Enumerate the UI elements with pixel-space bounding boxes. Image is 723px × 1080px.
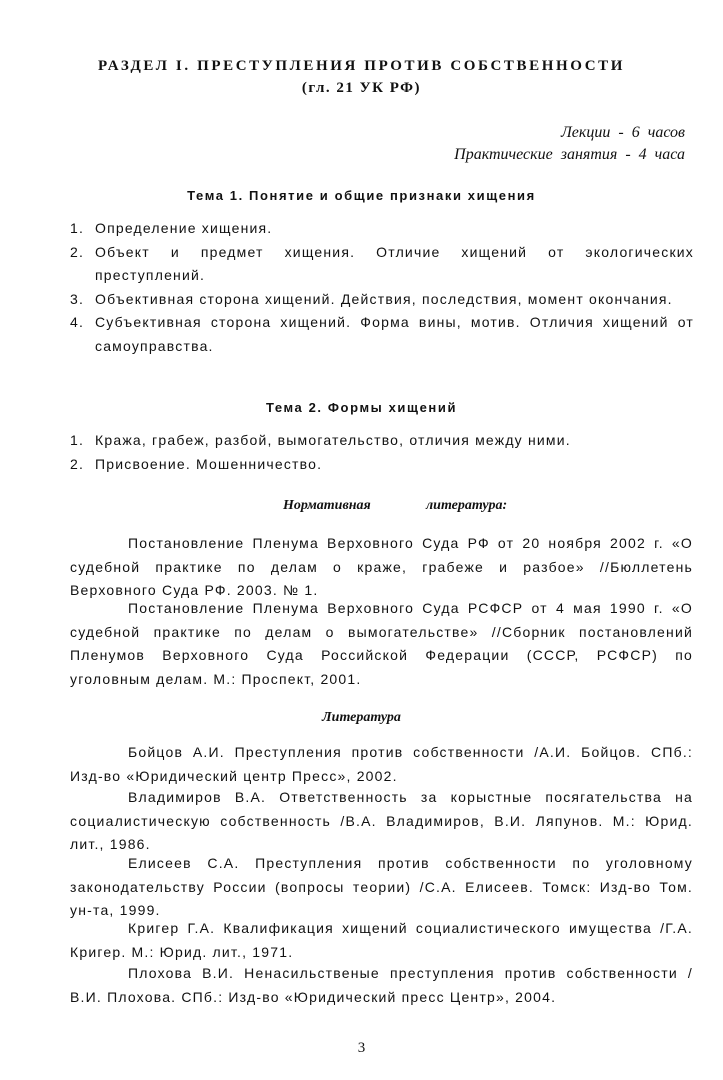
list-item: 1. Определение хищения. — [70, 220, 273, 236]
topic-2-list — [70, 429, 694, 476]
list-item: 2. Объект и предмет хищения. Отличие хищений от экологических преступлений. — [70, 243, 694, 283]
literature-entry: Елисеев С.А. Преступления против собственности по уголовному законодательству России (вопросы теории) /С.А. Елисеев. Томск: Изд-во Том. ун-та, 1999. — [70, 855, 693, 918]
normative-heading-part1: Нормативная — [283, 498, 371, 513]
lectures-hours: Лекции - 6 часов — [560, 124, 685, 141]
list-item: 4. Субъективная сторона хищений. Форма вины, мотив. Отличия хищений от самоуправства. — [70, 314, 694, 354]
list-item: 3. Объективная сторона хищений. Действия, последствия, момент окончания. — [70, 290, 673, 307]
section-title: РАЗДЕЛ I. ПРЕСТУПЛЕНИЯ ПРОТИВ СОБСТВЕННОСТИ — [97, 58, 626, 74]
topic-1-list — [70, 217, 694, 358]
literature-entry: Кригер Г.А. Квалификация хищений социалистического имущества /Г.А. Кригер. М.: Юрид. лит., 1971. — [70, 920, 693, 960]
normative-entry: Постановление Пленума Верховного Суда РФ от 20 ноября 2002 г. «О судебной практике по делам о краже, грабеже и разбое» //Бюллетень Верховного Суда РФ. 2003. № 1. — [70, 535, 693, 598]
literature-entry: Бойцов А.И. Преступления против собственности /А.И. Бойцов. СПб.: Изд-во «Юридический центр Пресс», 2002. — [70, 744, 693, 784]
page-number: 3 — [357, 1040, 366, 1056]
list-item: 2. Присвоение. Мошенничество. — [70, 455, 323, 472]
literature-entry: Владимиров В.А. Ответственность за корыстные посягательства на социалистическую собственность /В.А. Владимиров, В.И. Ляпунов. М.: Юрид. лит., 1986. — [70, 789, 693, 852]
topic-2-title: Тема 2. Формы хищений — [265, 400, 458, 415]
normative-entry: Постановление Пленума Верховного Суда РСФСР от 4 мая 1990 г. «О судебной практике по делам о вымогательстве» //Сборник постановлений Пленумов Верховного Суда Российской Федерации (СССР, РСФСР) по уголовным делам. М.: Проспект, 2001. — [70, 600, 693, 687]
literature-entry: Плохова В.И. Ненасильственые преступления против собственности /В.И. Плохова. СПб.: Изд-во «Юридический пресс Центр», 2004. — [70, 965, 693, 1005]
literature-heading: Литература — [322, 710, 401, 725]
normative-heading-part2: литература: — [426, 498, 508, 513]
list-item: 1. Кража, грабеж, разбой, вымогательство, отличия между ними. — [70, 432, 571, 448]
topic-1-title: Тема 1. Понятие и общие признаки хищения — [187, 188, 536, 203]
practice-hours: Практические занятия - 4 часа — [454, 146, 685, 163]
section-subtitle: (гл. 21 УК РФ) — [301, 80, 422, 96]
hours-block — [454, 122, 685, 166]
